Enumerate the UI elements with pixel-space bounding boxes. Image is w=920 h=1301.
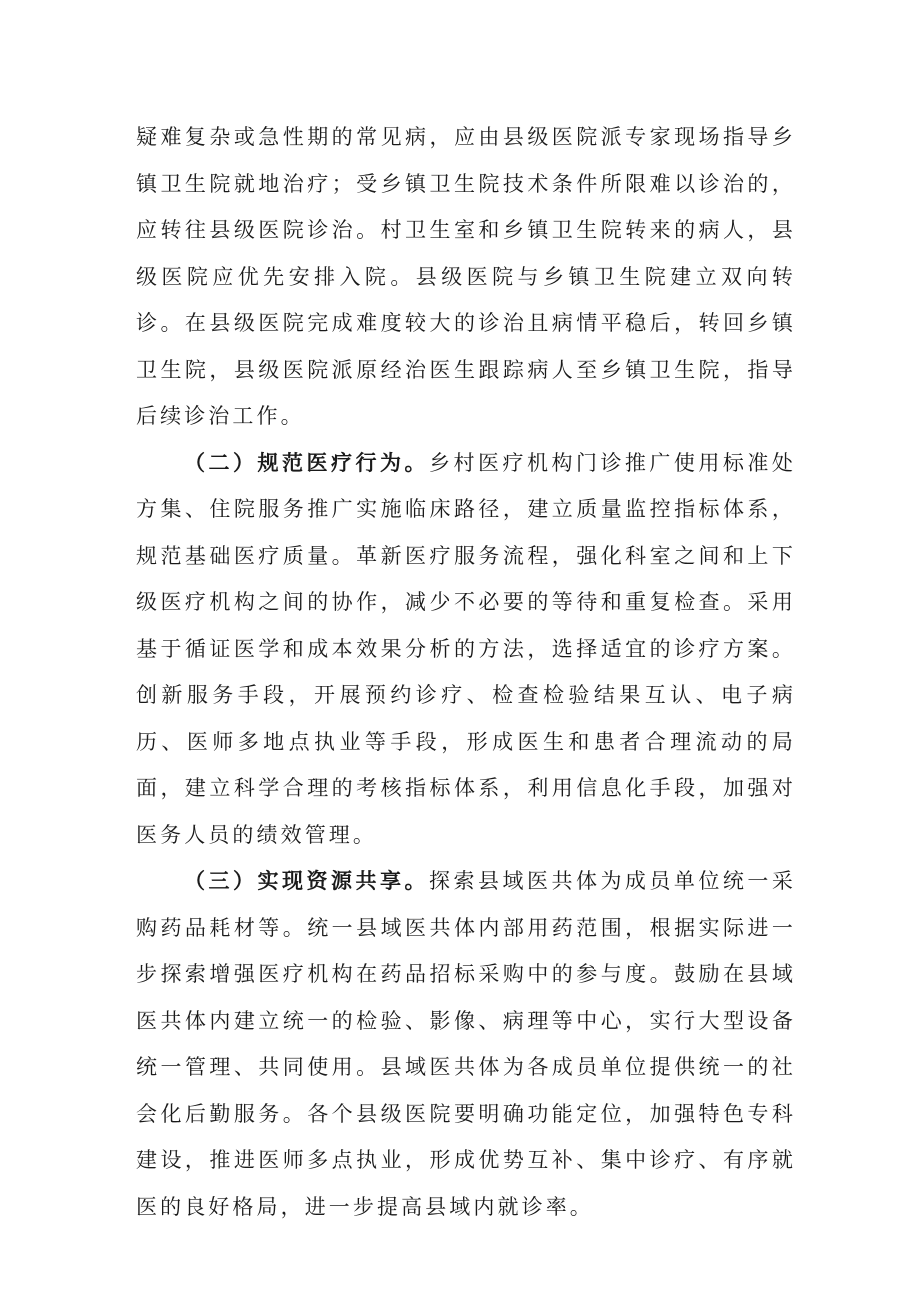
- section-heading: （二）规范医疗行为。: [184, 450, 429, 475]
- section-heading: （三）实现资源共享。: [184, 869, 429, 893]
- paragraph-resource-sharing: [136, 858, 796, 1230]
- paragraph-text: 乡村医疗机构门诊推广使用标准处方集、住院服务推广实施临床路径，建立质量监控指标体系，规范基础医疗质量。革新医疗服务流程，强化科室之间和上下级医疗机构之间的协作，减少不必要的等待和重复检查。采用基于循证医学和成本效果分析的方法，选择适宜的诊疗方案。创新服务手段，开展预约诊疗、检查检验结果互认、电子病历、医师多地点执业等手段，形成医生和患者合理流动的局面，建立科学合理的考核指标体系，利用信息化手段，加强对医务人员的绩效管理。: [136, 450, 797, 847]
- paragraph-continuation: [136, 114, 796, 440]
- paragraph-standardize-medical-behavior: [136, 440, 796, 859]
- document-body: [136, 114, 796, 1230]
- paragraph-text: 探索县域医共体为成员单位统一采购药品耗材等。统一县域医共体内部用药范围，根据实际进一步探索增强医疗机构在药品招标采购中的参与度。鼓励在县域医共体内建立统一的检验、影像、病理等中心，实行大型设备统一管理、共同使用。县域医共体为各成员单位提供统一的社会化后勤服务。各个县级医院要明确功能定位，加强特色专科建设，推进医师多点执业，形成优势互补、集中诊疗、有序就医的良好格局，进一步提高县域内就诊率。: [136, 869, 797, 1219]
- paragraph-text: 疑难复杂或急性期的常见病，应由县级医院派专家现场指导乡镇卫生院就地治疗；受乡镇卫生院技术条件所限难以诊治的，应转往县级医院诊治。村卫生室和乡镇卫生院转来的病人，县级医院应优先安排入院。县级医院与乡镇卫生院建立双向转诊。在县级医院完成难度较大的诊治且病情平稳后，转回乡镇卫生院，县级医院派原经治医生跟踪病人至乡镇卫生院，指导后续诊治工作。: [136, 125, 796, 428]
